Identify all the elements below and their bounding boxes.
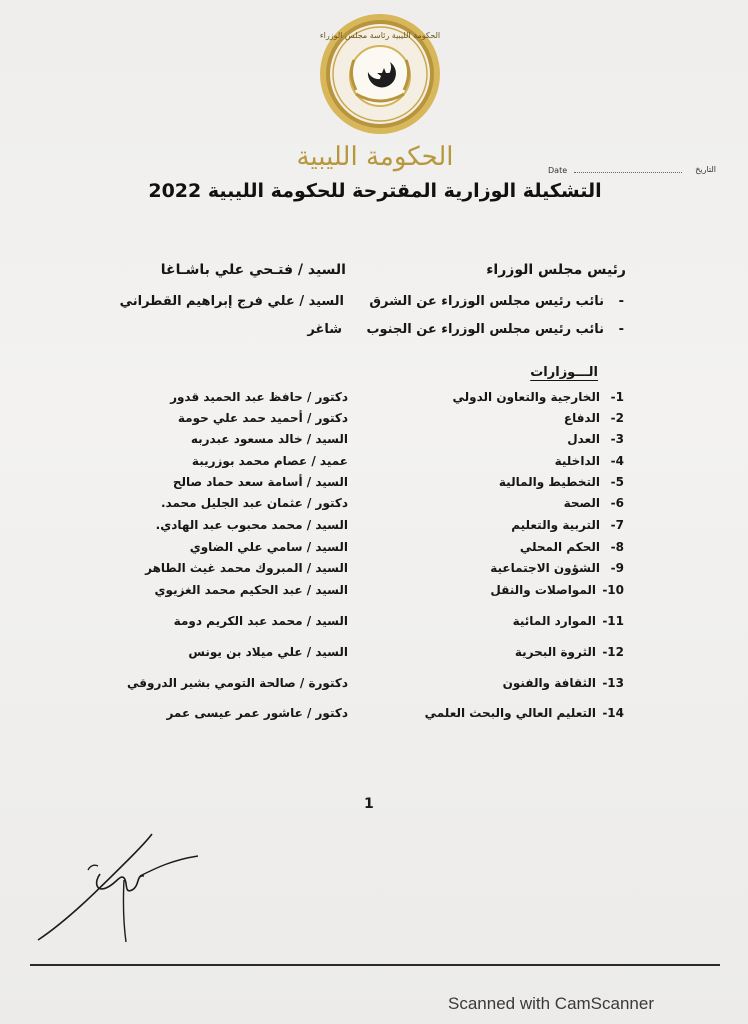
date-line	[574, 172, 682, 173]
ministry-name: العدل	[567, 432, 600, 446]
ministry-name: التعليم العالي والبحث العلمي	[424, 706, 596, 720]
ministries-heading: الـــوزارات	[530, 365, 598, 380]
document-title: التشكيلة الوزارية المقترحة للحكومة الليبية 2022	[148, 180, 602, 202]
role-prime-minister: رئيس مجلس الوزراء	[486, 262, 626, 278]
ministry-name: المواصلات والنقل	[490, 583, 596, 597]
ministry-name: الداخلية	[554, 454, 600, 468]
ministry-num: 5-	[610, 475, 624, 489]
minister-name: دكتور / عثمان عبد الجليل محمد.	[160, 496, 348, 510]
ministry-name: الخارجية والتعاون الدولي	[452, 390, 600, 404]
ministry-name: الصحة	[563, 496, 600, 510]
minister-name: دكتورة / صالحة التومي بشير الدروقي	[127, 676, 348, 690]
ministry-num: 4-	[610, 454, 624, 468]
ministry-num: 12-	[602, 645, 624, 659]
ministry-num: 6-	[610, 496, 624, 510]
minister-name: السيد / سامي علي الضاوي	[189, 540, 348, 554]
name-deputy-south: شاغر	[307, 322, 342, 337]
minister-name: دكتور / عاشور عمر عيسى عمر	[166, 706, 348, 720]
page-number: 1	[364, 796, 374, 812]
bullet-deputy-south: -	[618, 322, 624, 337]
minister-name: السيد / خالد مسعود عبدربه	[190, 432, 348, 446]
ministry-num: 14-	[602, 706, 624, 720]
minister-name: دكتور / حافظ عبد الحميد قدور	[170, 390, 348, 404]
ministry-num: 8-	[610, 540, 624, 554]
ministry-name: التخطيط والمالية	[498, 475, 600, 489]
minister-name: السيد / علي ميلاد بن يونس	[188, 645, 348, 659]
ministry-num: 2-	[610, 411, 624, 425]
ministry-num: 11-	[602, 614, 624, 628]
date-label-en: Date	[548, 166, 568, 175]
logo-script-text: الحكومة الليبية	[296, 142, 454, 172]
ministry-name: الحكم المحلي	[519, 540, 600, 554]
minister-name: دكتور / أحميد حمد علي حومة	[177, 411, 348, 425]
minister-name: السيد / أسامة سعد حماد صالح	[172, 475, 348, 489]
role-deputy-east: نائب رئيس مجلس الوزراء عن الشرق	[369, 294, 604, 309]
role-deputy-south: نائب رئيس مجلس الوزراء عن الجنوب	[366, 322, 604, 337]
name-prime-minister: السيد / فتـحي علي باشـاغا	[160, 262, 346, 278]
ministry-name: التربية والتعليم	[511, 518, 600, 532]
ministry-name: الشؤون الاجتماعية	[490, 561, 600, 575]
ministry-num: 1-	[610, 390, 624, 404]
camscanner-watermark: Scanned with CamScanner	[448, 994, 655, 1013]
date-label-ar: التاريخ	[695, 165, 716, 174]
minister-name: السيد / محمد محبوب عبد الهادي.	[155, 518, 348, 532]
minister-name: السيد / محمد عبد الكريم دومة	[173, 614, 348, 628]
ministry-num: 13-	[602, 676, 624, 690]
ministry-num: 10-	[602, 583, 624, 597]
date-field	[520, 164, 716, 178]
footer-rule	[30, 964, 720, 966]
ministry-name: الدفاع	[563, 411, 600, 425]
name-deputy-east: السيد / علي فرج إبراهيم القطراني	[119, 294, 344, 309]
libyan-government-emblem	[316, 10, 444, 138]
ministry-name: الثروة البحرية	[514, 645, 596, 659]
minister-name: السيد / عبد الحكيم محمد الغزيوي	[154, 583, 348, 597]
svg-text:الحكومة الليبية رئاسة مجلس الو: الحكومة الليبية رئاسة مجلس الوزراء	[319, 31, 441, 40]
ministry-num: 3-	[610, 432, 624, 446]
bullet-deputy-east: -	[618, 294, 624, 309]
minister-name: عميد / عصام محمد بوزريبة	[191, 454, 348, 468]
handwritten-signature	[28, 820, 228, 950]
ministry-num: 7-	[610, 518, 624, 532]
minister-name: السيد / المبروك محمد غيث الطاهر	[145, 561, 348, 575]
ministry-name: الثقافة والفنون	[502, 676, 596, 690]
ministry-num: 9-	[610, 561, 624, 575]
ministry-name: الموارد المائية	[512, 614, 596, 628]
